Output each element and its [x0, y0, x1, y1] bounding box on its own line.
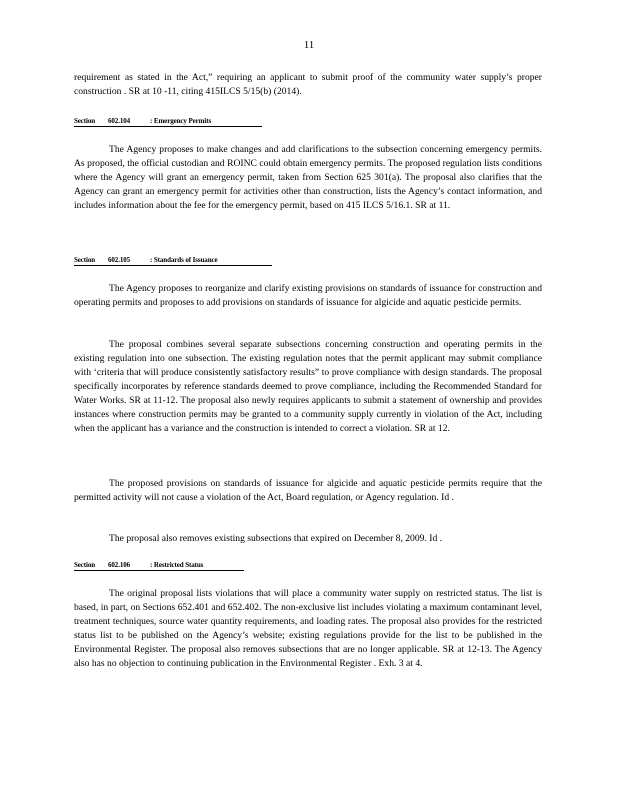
- section-label: Section: [74, 117, 96, 125]
- section-label: Section: [74, 256, 96, 264]
- section-body-602-106: [74, 587, 542, 671]
- section-heading-602-105: [74, 256, 272, 266]
- section-body-602-105-p4: [74, 532, 542, 546]
- paragraph: The proposal combines several separate subsections concerning construction and operating permits in the existing regulation into one subsection. The existing regulation notes that the permit applicant may submit compliance with ‘criteria that will produce consistently satisfactory results” to prove compliance with design standards. The proposal specifically incorporates by reference standards deemed to prove compliance, including the Recommended Standard for Water Works. SR at 11-12. The proposal also newly requires applicants to submit a statement of ownership and provides instances where construction permits may be granted to a community supply currently in violation of the Act, including when the applicant has a variance and the construction is intended to correct a violation. SR at 12.: [74, 339, 542, 434]
- section-number: 602.106: [108, 561, 131, 569]
- section-label: Section: [74, 561, 96, 569]
- section-title: : Restricted Status: [150, 561, 204, 569]
- page-number: 11: [303, 39, 315, 51]
- section-body-602-105-p3: [74, 477, 542, 505]
- intro-text: requirement as stated in the Act,” requiring an applicant to submit proof of the community water supply’s proper construction . SR at 10 -11, citing 415ILCS 5/15(b) (2014).: [74, 72, 542, 97]
- paragraph: The proposed provisions on standards of issuance for algicide and aquatic pesticide permits require that the permitted activity will not cause a violation of the Act, Board regulation, or Agency regulation. Id .: [74, 478, 542, 503]
- paragraph: The original proposal lists violations that will place a community water supply on restricted status. The list is based, in part, on Sections 652.401 and 652.402. The non-exclusive list includes violating a maximum contaminant level, treatment techniques, source water quantity requirements, and loading rates. The proposal also provides for the restricted status list to be published on the Agency’s website; existing regulations provide for the list to be published in the Environmental Register. The proposal also removes subsections that are no longer applicable. SR at 12-13. The Agency also has no objection to continuing publication in the Environmental Register . Exh. 3 at 4.: [74, 588, 542, 669]
- section-heading-602-104: [74, 117, 262, 127]
- paragraph: The proposal also removes existing subsections that expired on December 8, 2009. Id .: [109, 533, 443, 544]
- paragraph: The Agency proposes to make changes and add clarifications to the subsection concerning emergency permits. As proposed, the official custodian and ROINC could obtain emergency permits. The proposed regulation lists conditions where the Agency will grant an emergency permit, taken from Section 625 301(a). The proposal also clarifies that the Agency can grant an emergency permit for activities other than construction, lists the Agency’s contact information, and includes information about the fee for the emergency permit, based on 415 ILCS 5/16.1. SR at 11.: [74, 144, 542, 211]
- section-number: 602.104: [108, 117, 131, 125]
- intro-paragraph: [74, 71, 542, 99]
- section-body-602-104: [74, 143, 542, 213]
- section-body-602-105-p2: [74, 338, 542, 436]
- paragraph: The Agency proposes to reorganize and clarify existing provisions on standards of issuance for construction and operating permits and proposes to add provisions on standards of issuance for algicide and aquatic pesticide permits.: [74, 283, 542, 308]
- section-title: : Standards of Issuance: [150, 256, 218, 264]
- section-number: 602.105: [108, 256, 131, 264]
- section-body-602-105: [74, 282, 542, 310]
- section-heading-602-106: [74, 561, 244, 571]
- section-title: : Emergency Permits: [150, 117, 212, 125]
